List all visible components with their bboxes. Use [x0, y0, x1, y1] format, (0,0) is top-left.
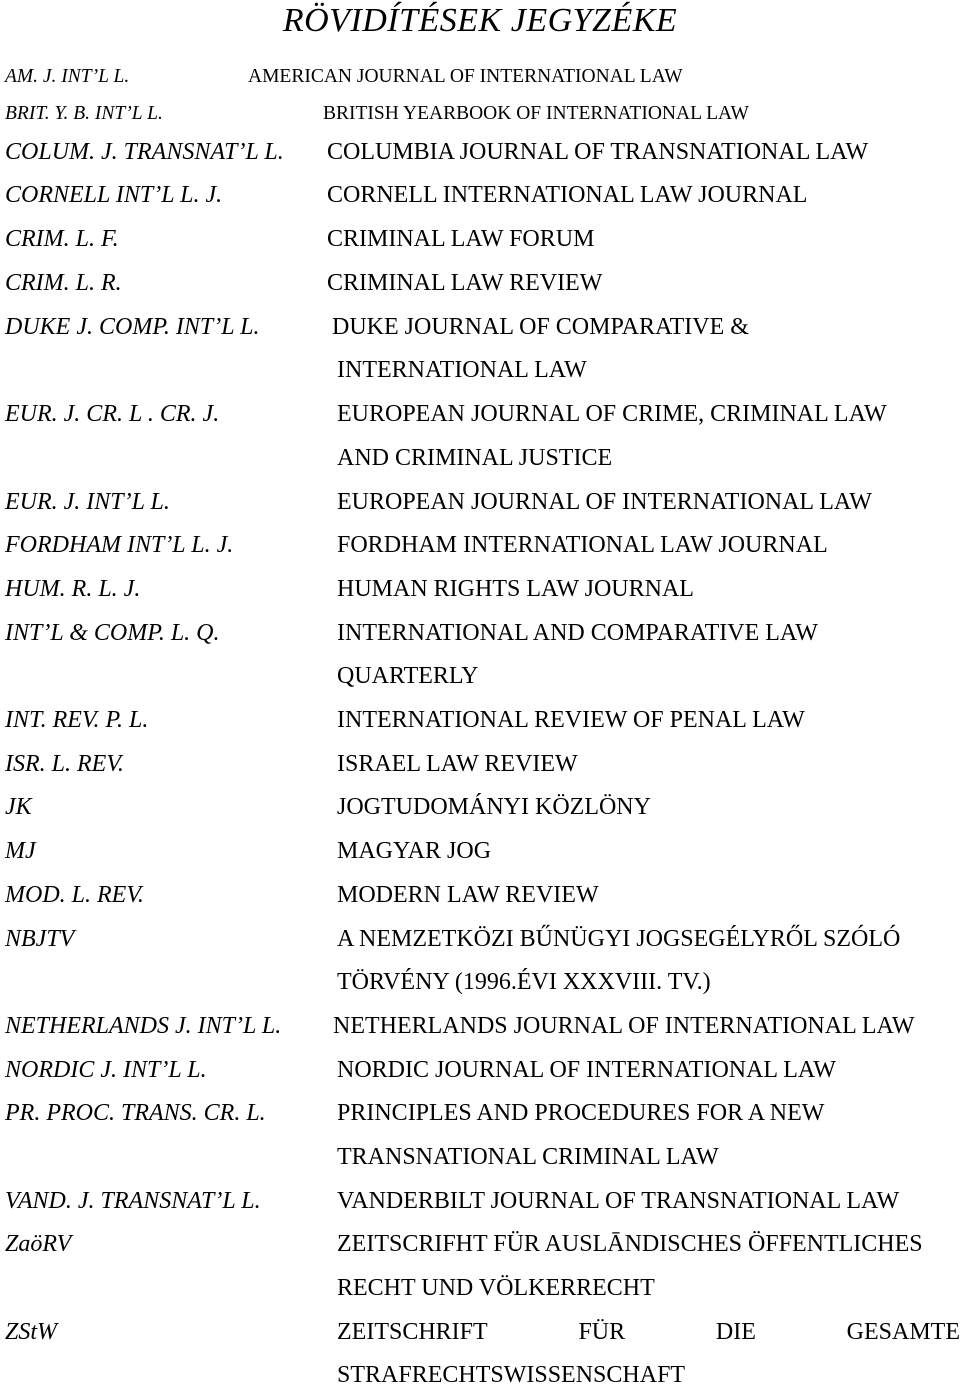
entry-abbreviation: ZStW: [5, 1319, 58, 1345]
entry-abbreviation: VAND. J. TRANSNAT’L L.: [5, 1188, 261, 1214]
entry-full-title: VANDERBILT JOURNAL OF TRANSNATIONAL LAW: [337, 1188, 900, 1214]
entry-abbreviation: ISR. L. REV.: [5, 751, 124, 777]
entry-abbreviation: CORNELL INT’L L. J.: [5, 182, 223, 208]
entry-full-title: INTERNATIONAL AND COMPARATIVE LAW: [337, 620, 818, 646]
entry-full-title: INTERNATIONAL REVIEW OF PENAL LAW: [337, 707, 805, 733]
entry-abbreviation: COLUM. J. TRANSNAT’L L.: [5, 139, 284, 165]
entry-full-title: CRIMINAL LAW REVIEW: [327, 270, 603, 296]
entry-full-title: FORDHAM INTERNATIONAL LAW JOURNAL: [337, 532, 828, 558]
entry-full-title-continued: STRAFRECHTSWISSENSCHAFT: [337, 1362, 686, 1388]
entry-abbreviation: PR. PROC. TRANS. CR. L.: [5, 1100, 266, 1126]
entry-abbreviation: AM. J. INT’L L.: [5, 66, 130, 87]
entry-full-title: BRITISH YEARBOOK OF INTERNATIONAL LAW: [323, 103, 749, 124]
entry-full-title-continued: AND CRIMINAL JUSTICE: [337, 445, 613, 471]
entry-abbreviation: EUR. J. CR. L . CR. J.: [5, 401, 220, 427]
entry-abbreviation: MOD. L. REV.: [5, 882, 144, 908]
entry-abbreviation: EUR. J. INT’L L.: [5, 489, 170, 515]
title-word: ZEITSCHRIFT: [337, 1319, 488, 1345]
entry-full-title: ZEITSCRIFHT FÜR AUSLĀNDISCHES ÖFFENTLICHES: [337, 1231, 923, 1257]
entry-abbreviation: NBJTV: [5, 926, 75, 952]
entry-abbreviation: BRIT. Y. B. INT’L L.: [5, 103, 163, 124]
entry-abbreviation: HUM. R. L. J.: [5, 576, 141, 602]
entry-abbreviation: CRIM. L. F.: [5, 226, 119, 252]
entry-full-title: PRINCIPLES AND PROCEDURES FOR A NEW: [337, 1100, 825, 1126]
entry-full-title: HUMAN RIGHTS LAW JOURNAL: [337, 576, 694, 602]
entry-full-title: A NEMZETKÖZI BŰNÜGYI JOGSEGÉLYRŐL SZÓLÓ: [337, 926, 901, 952]
entry-abbreviation: JK: [5, 794, 32, 820]
entry-full-title: ISRAEL LAW REVIEW: [337, 751, 578, 777]
entry-full-title: CORNELL INTERNATIONAL LAW JOURNAL: [327, 182, 808, 208]
entry-full-title: DUKE JOURNAL OF COMPARATIVE &: [332, 314, 749, 340]
entry-full-title-continued: RECHT UND VÖLKERRECHT: [337, 1275, 655, 1301]
entry-full-title: AMERICAN JOURNAL OF INTERNATIONAL LAW: [248, 66, 683, 87]
entry-abbreviation: DUKE J. COMP. INT’L L.: [5, 314, 260, 340]
entry-full-title-continued: TRANSNATIONAL CRIMINAL LAW: [337, 1144, 719, 1170]
entry-abbreviation: INT’L & COMP. L. Q.: [5, 620, 220, 646]
entry-abbreviation: MJ: [5, 838, 36, 864]
entry-full-title: MAGYAR JOG: [337, 838, 492, 864]
entry-full-title: EUROPEAN JOURNAL OF CRIME, CRIMINAL LAW: [337, 401, 887, 427]
entry-full-title: JOGTUDOMÁNYI KÖZLÖNY: [337, 794, 651, 820]
title-word: DIE: [715, 1319, 756, 1345]
entry-abbreviation: NETHERLANDS J. INT’L L.: [5, 1013, 282, 1039]
entry-full-title: CRIMINAL LAW FORUM: [327, 226, 595, 252]
entry-full-title: COLUMBIA JOURNAL OF TRANSNATIONAL LAW: [327, 139, 869, 165]
entry-full-title-continued: INTERNATIONAL LAW: [337, 357, 587, 383]
entry-full-title: MODERN LAW REVIEW: [337, 882, 599, 908]
entry-full-title-continued: QUARTERLY: [337, 663, 479, 689]
entry-abbreviation: ZaöRV: [5, 1231, 72, 1257]
entry-abbreviation: FORDHAM INT’L L. J.: [5, 532, 234, 558]
title-word: GESAMTE: [846, 1319, 960, 1345]
entry-full-title: EUROPEAN JOURNAL OF INTERNATIONAL LAW: [337, 489, 872, 515]
title-word: FÜR: [578, 1319, 626, 1345]
entry-full-title: NORDIC JOURNAL OF INTERNATIONAL LAW: [337, 1057, 836, 1083]
entry-full-title: NETHERLANDS JOURNAL OF INTERNATIONAL LAW: [333, 1013, 915, 1039]
entry-abbreviation: NORDIC J. INT’L L.: [5, 1057, 207, 1083]
entry-full-title-continued: TÖRVÉNY (1996.ÉVI XXXVIII. TV.): [337, 969, 711, 995]
entry-abbreviation: CRIM. L. R.: [5, 270, 122, 296]
page-title: RÖVIDÍTÉSEK JEGYZÉKE: [282, 2, 678, 39]
entry-abbreviation: INT. REV. P. L.: [5, 707, 149, 733]
entry-full-title: [337, 1317, 960, 1347]
